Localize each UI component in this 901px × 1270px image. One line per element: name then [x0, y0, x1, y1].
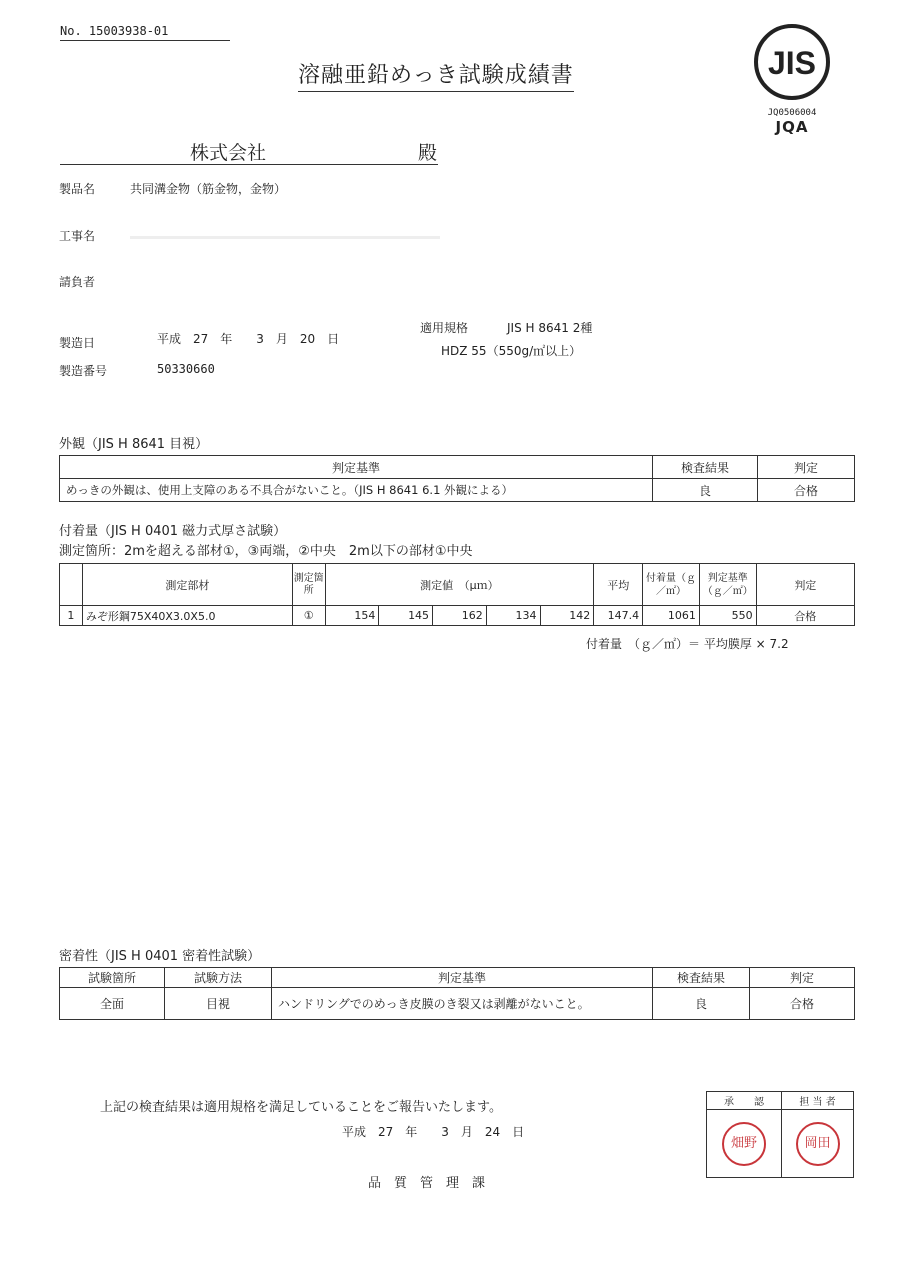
header-weight: 付着量（ｇ／㎡） [643, 564, 700, 606]
adhesion-test-area: 全面 [60, 988, 165, 1020]
adhesion-judgement: 合格 [750, 988, 855, 1020]
row-average: 147.4 [594, 606, 643, 626]
approval-stamp-cell [707, 1110, 782, 1178]
table-header-row [707, 1092, 854, 1110]
contractor-label: 請負者 [59, 275, 96, 289]
table-header-row [60, 564, 855, 606]
table-row [60, 988, 855, 1020]
jis-mark-text: JIS [767, 45, 817, 81]
coating-table [59, 563, 855, 626]
measured-value-5: 142 [540, 606, 594, 626]
adhesion-criterion: ハンドリングでのめっき皮膜のき裂又は剥離がないこと。 [272, 988, 653, 1020]
measured-value-4: 134 [486, 606, 540, 626]
coating-formula: 付着量 （ｇ／㎡）＝ 平均膜厚 × 7.2 [586, 637, 789, 651]
header-judgement: 判定 [758, 456, 855, 479]
header-result: 検査結果 [653, 456, 758, 479]
row-member: みぞ形鋼75X40X3.0X5.0 [82, 606, 292, 626]
header-judgement: 判定 [756, 564, 854, 606]
header-average: 平均 [594, 564, 643, 606]
certifier-name: JQA [775, 118, 809, 136]
report-date: 平成 27 年 3 月 24 日 [342, 1125, 525, 1139]
department-name: 品 質 管 理 課 [368, 1176, 486, 1191]
measured-value-1: 154 [325, 606, 379, 626]
table-row [60, 606, 855, 626]
person-stamp-cell [782, 1110, 854, 1178]
product-name-label: 製品名 [59, 182, 96, 196]
adhesion-table [59, 967, 855, 1020]
recipient-honorific: 殿 [418, 142, 438, 164]
jis-mark-icon [752, 22, 832, 102]
coating-heading: 付着量（JIS H 0401 磁力式厚さ試験） [59, 524, 287, 539]
header-test-method: 試験方法 [165, 968, 272, 988]
document-title: 溶融亜鉛めっき試験成績書 [298, 58, 574, 92]
header-point: 測定箇所 [292, 564, 325, 606]
table-header-row [60, 968, 855, 988]
lot-number-value: 50330660 [157, 362, 215, 376]
header-no [60, 564, 83, 606]
table-row [707, 1110, 854, 1178]
row-point: ① [292, 606, 325, 626]
header-judgement: 判定 [750, 968, 855, 988]
document-number: No. 15003938-01 [60, 24, 230, 41]
header-test-area: 試験箇所 [60, 968, 165, 988]
appearance-heading: 外観（JIS H 8641 目視） [59, 437, 209, 452]
redacted-project-name [130, 236, 440, 239]
project-name-label: 工事名 [59, 229, 96, 243]
row-weight: 1061 [643, 606, 700, 626]
appearance-judgement: 合格 [758, 479, 855, 502]
header-criterion: 判定基準 [60, 456, 653, 479]
table-header-row [60, 456, 855, 479]
appearance-result: 良 [653, 479, 758, 502]
row-criterion: 550 [699, 606, 756, 626]
person-seal: 岡田 [796, 1122, 840, 1166]
header-result: 検査結果 [653, 968, 750, 988]
appearance-criterion: めっきの外観は、使用上支障のある不具合がないこと。（JIS H 8641 6.1 外観による） [60, 479, 653, 502]
approval-stamp-table [706, 1091, 854, 1178]
manufacture-date-label: 製造日 [59, 336, 96, 350]
measured-value-3: 162 [433, 606, 487, 626]
adhesion-result: 良 [653, 988, 750, 1020]
standard-label: 適用規格 [420, 321, 469, 335]
measured-value-2: 145 [379, 606, 433, 626]
certificate-number: JQ0506004 [767, 108, 817, 118]
row-no: 1 [60, 606, 83, 626]
appearance-table [59, 455, 855, 502]
header-measured: 測定値 （μｍ） [325, 564, 594, 606]
adhesion-heading: 密着性（JIS H 0401 密着性試験） [59, 949, 261, 964]
row-judgement: 合格 [756, 606, 854, 626]
approval-label: 承 認 [707, 1092, 782, 1110]
report-statement: 上記の検査結果は適用規格を満足していることをご報告いたします。 [100, 1100, 502, 1115]
header-criterion: 判定基準 [272, 968, 653, 988]
standard-value: JIS H 8641 2種 [507, 321, 593, 335]
approval-seal: 畑野 [722, 1122, 766, 1166]
manufacture-date-value: 平成 27 年 3 月 20 日 [157, 332, 340, 346]
table-row [60, 479, 855, 502]
adhesion-test-method: 目視 [165, 988, 272, 1020]
jis-logo [752, 22, 832, 136]
product-name-value: 共同溝金物（筋金物，金物） [130, 182, 287, 196]
person-in-charge-label: 担 当 者 [782, 1092, 854, 1110]
standard-value-secondary: HDZ 55（550g/㎡以上） [441, 344, 582, 358]
recipient-line [60, 138, 438, 165]
lot-number-label: 製造番号 [59, 364, 108, 378]
header-member: 測定部材 [82, 564, 292, 606]
recipient-company: 株式会社 [190, 142, 267, 164]
header-criterion: 判定基準（ｇ／㎡） [699, 564, 756, 606]
coating-subheading: 測定箇所：2mを超える部材①，③両端，②中央 2m以下の部材①中央 [59, 544, 473, 559]
